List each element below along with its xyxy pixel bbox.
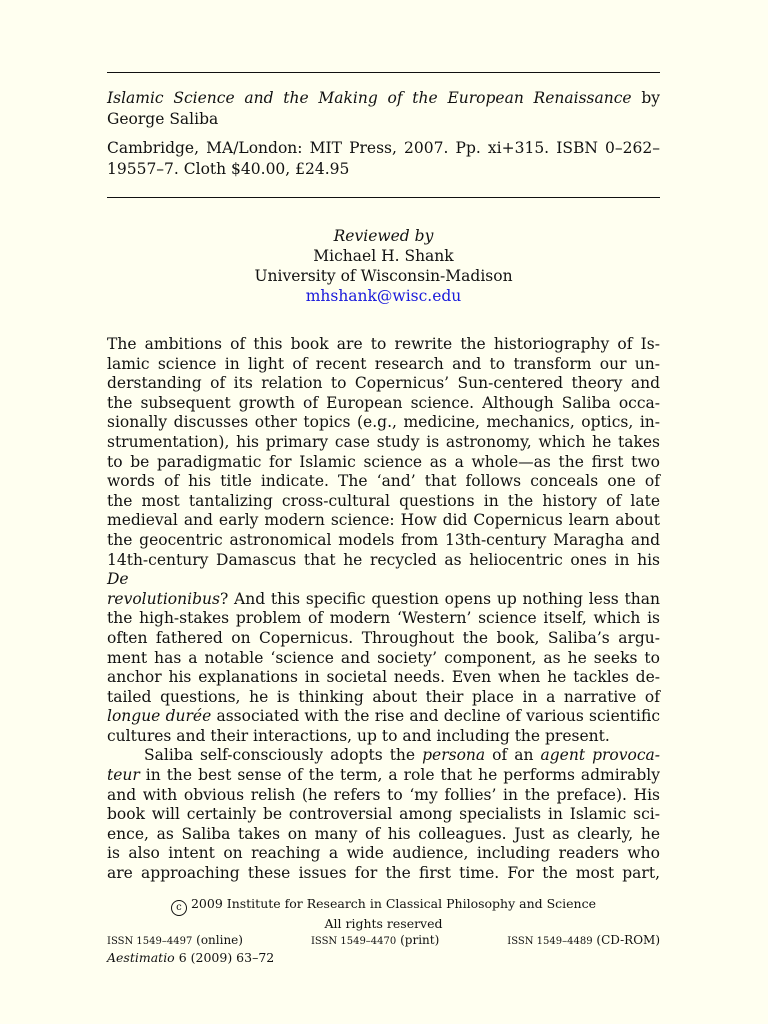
body-line: [107, 746, 660, 766]
book-citation: [107, 88, 660, 188]
copyright-line: [107, 896, 660, 916]
body-line: is also intent on reaching a wide audience, including readers who: [107, 844, 660, 863]
body-line: to be paradigmatic for Islamic science as a whole—as the first two: [107, 452, 660, 471]
rights-reserved: All rights reserved: [324, 916, 443, 931]
reviewer-email-link[interactable]: mhshank@wisc.edu: [305, 287, 462, 305]
paragraph-2: [107, 746, 660, 883]
journal-volume: 6 (2009) 63–72: [178, 950, 275, 965]
body-line: ment has a notable ‘science and society’ component, as he seeks to: [107, 648, 660, 667]
body-line: book will certainly be controversial among specialists in Islamic sci-: [107, 805, 660, 824]
body-line: The ambitions of this book are to rewrite the historiography of Is-: [107, 335, 660, 353]
issn-print: ISSN 1549–4470 (print): [310, 933, 440, 947]
body-line: ence, as Saliba takes on many of his colleagues. Just as clearly, he: [107, 824, 660, 843]
agent-provocateur-italic: agent provoca-: [540, 746, 660, 765]
body-line: are approaching these issues for the first time. For the most part,: [107, 864, 660, 883]
de-italic: De: [107, 570, 129, 589]
agent-provocateur-italic-end: teur: [107, 766, 140, 785]
body-line-text: in the best sense of the term, a role that he performs admirably: [139, 766, 660, 785]
journal-name: Aestimatio: [107, 950, 175, 965]
body-line: lamic science in light of recent research and to transform our un-: [107, 354, 660, 373]
body-line-text: of an: [485, 746, 541, 765]
body-line: [107, 766, 660, 786]
body-line: the geocentric astronomical models from 13th-century Maragha and: [107, 530, 660, 549]
book-author: by George Saliba: [107, 89, 660, 128]
body-line: and with obvious relish (he refers to ‘my follies’ in the preface). His: [107, 785, 660, 804]
revolutionibus-italic: revolutionibus: [107, 589, 220, 608]
body-line: sionally discusses other topics (e.g., medicine, mechanics, optics, in-: [107, 413, 660, 432]
body-line: [107, 707, 660, 727]
paragraph-1: [107, 335, 660, 746]
body-line: the subsequent growth of European science. Although Saliba occa-: [107, 393, 660, 412]
body-line: the most tantalizing cross-cultural questions in the history of late: [107, 491, 660, 510]
book-publication: Cambridge, MA/London: MIT Press, 2007. Pp. xi+315. ISBN 0–262–19557–7. Cloth $40.00, £24.95: [107, 139, 660, 178]
review-body: [107, 335, 660, 884]
copyright-icon: c: [171, 900, 187, 916]
body-line: derstanding of its relation to Copernicus’ Sun-centered theory and: [107, 374, 660, 393]
body-line: anchor his explanations in societal needs. Even when he tackles de-: [107, 668, 660, 687]
journal-citation: [107, 950, 660, 966]
reviewer-block: [107, 226, 660, 306]
page-footer: [107, 896, 660, 966]
body-line: cultures and their interactions, up to and including the present.: [107, 726, 610, 745]
body-line-text: ? And this specific question opens up nothing less than: [219, 589, 660, 608]
bottom-rule: [107, 197, 660, 198]
reviewer-name: Michael H. Shank: [313, 247, 454, 265]
reviewed-by-label: Reviewed by: [333, 227, 434, 245]
body-line: the high-stakes problem of modern ‘Western’ science itself, which is: [107, 609, 660, 628]
top-rule: [107, 72, 660, 73]
body-line: [107, 590, 660, 610]
book-title-line: [107, 88, 660, 129]
book-title: Islamic Science and the Making of the European Renaissance: [107, 89, 632, 107]
reviewer-affiliation: University of Wisconsin-Madison: [254, 267, 513, 285]
persona-italic: persona: [422, 746, 486, 765]
issn-cdrom: ISSN 1549–4489 (CD-ROM): [507, 933, 660, 947]
issn-online: ISSN 1549–4497 (online): [107, 933, 243, 947]
body-line: strumentation), his primary case study is astronomy, which he takes: [107, 432, 660, 451]
body-line-text: 14th-century Damascus that he recycled as heliocentric ones in his: [107, 550, 660, 569]
issn-row: [107, 932, 660, 950]
body-line: words of his title indicate. The ‘and’ that follows conceals one of: [107, 472, 660, 491]
body-line: tailed questions, he is thinking about their place in a narrative of: [107, 687, 660, 706]
body-line-text: associated with the rise and decline of various scientific: [211, 707, 660, 726]
body-line: [107, 551, 660, 590]
body-line: often fathered on Copernicus. Throughout the book, Saliba’s argu-: [107, 628, 660, 647]
body-line: medieval and early modern science: How did Copernicus learn about: [107, 511, 660, 530]
longue-duree-italic: longue durée: [107, 707, 212, 726]
copyright-text: 2009 Institute for Research in Classical Philosophy and Science: [190, 896, 597, 911]
body-line-text: Saliba self-consciously adopts the: [144, 746, 423, 765]
